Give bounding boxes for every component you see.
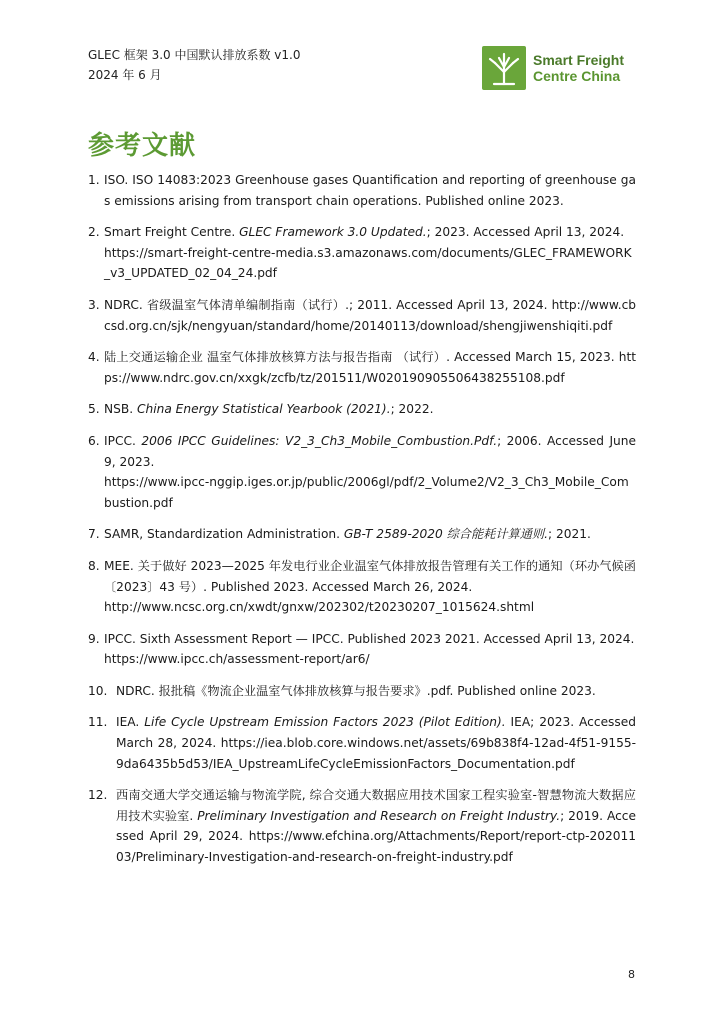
- reference-number: 5.: [88, 402, 100, 417]
- reference-list: [88, 170, 636, 879]
- reference-item: [88, 629, 636, 670]
- reference-number: 3.: [88, 297, 100, 312]
- reference-text: 西南交通大学交通运输与物流学院, 综合交通大数据应用技术国家工程实验室-智慧物流大数据应用技术实验室.: [116, 788, 636, 823]
- reference-text: SAMR, Standardization Administration.: [104, 527, 344, 542]
- reference-text: ; 2023. Accessed April 13, 2024.: [426, 225, 625, 240]
- reference-title: China Energy Statistical Yearbook (2021).: [136, 402, 391, 417]
- reference-text: MEE. 关于做好 2023—2025 年发电行业企业温室气体排放报告管理有关工作的通知（环办气候函〔2023〕43 号）. Published 2023. Accessed March 26, 2024.: [104, 558, 636, 594]
- reference-number: 11.: [88, 715, 108, 730]
- reference-number: 12.: [88, 788, 108, 803]
- reference-item: [88, 222, 636, 284]
- reference-item: [88, 681, 636, 702]
- document-title: GLEC 框架 3.0 中国默认排放系数 v1.0: [88, 48, 301, 62]
- reference-link[interactable]: http://www.ncsc.org.cn/xwdt/gnxw/202302/t20230207_1015624.shtml: [104, 600, 535, 615]
- reference-number: 6.: [88, 433, 100, 448]
- reference-item: [88, 295, 636, 336]
- reference-title: GB-T 2589-2020 综合能耗计算通则.: [343, 527, 548, 542]
- reference-text: ; 2021.: [548, 527, 591, 542]
- reference-item: [88, 399, 636, 420]
- reference-number: 10.: [88, 683, 108, 698]
- reference-text: ISO. ISO 14083:2023 Greenhouse gases Quantification and reporting of greenhouse gas emissions arising from transport chain operations. Published online 2023.: [104, 173, 636, 208]
- reference-text: ; 2006. Accessed June 9, 2023.: [104, 433, 637, 469]
- reference-title: Life Cycle Upstream Emission Factors 2023 (Pilot Edition).: [144, 715, 506, 730]
- reference-number: 4.: [88, 350, 100, 365]
- reference-text: IPCC. Sixth Assessment Report — IPCC. Published 2023 2021. Accessed April 13, 2024.: [104, 631, 635, 646]
- smart-freight-logo: [482, 46, 624, 90]
- logo-wordmark: [533, 52, 624, 84]
- reference-title: 2006 IPCC Guidelines: V2_3_Ch3_Mobile_Combustion.Pdf.: [141, 433, 498, 448]
- reference-title: Preliminary Investigation and Research on Freight Industry.: [197, 808, 561, 823]
- reference-item: [88, 524, 636, 545]
- reference-text: IEA; 2023. Accessed March 28, 2024. https://iea.blob.core.windows.net/assets/69b838f4-12ad-4f51-9155-9da6435b5d53/IEA_UpstreamLifeCycleEmissionFactors_Documentation.pdf: [116, 715, 636, 771]
- reference-text: Smart Freight Centre.: [104, 225, 240, 240]
- reference-text: ; 2019. Accessed April 29, 2024. https://www.efchina.org/Attachments/Report/report-ctp-20201103/Preliminary-Investigation-and-research-on-freight-industry.pdf: [116, 808, 636, 865]
- running-header: [88, 45, 300, 85]
- reference-link[interactable]: https://www.ipcc.ch/assessment-report/ar6/: [104, 652, 370, 667]
- reference-item: [88, 556, 636, 618]
- reference-number: 2.: [88, 225, 100, 240]
- reference-link[interactable]: https://www.ipcc-nggip.iges.or.jp/public/2006gl/pdf/2_Volume2/V2_3_Ch3_Mobile_Combustion.pdf: [104, 475, 629, 510]
- page-number: 8: [628, 968, 635, 981]
- document-date: 2024 年 6 月: [88, 68, 162, 82]
- reference-text: NDRC. 省级温室气体清单编制指南（试行）.; 2011. Accessed April 13, 2024. http://www.cbcsd.org.cn/sjk/nengyuan/standard/home/20140113/download/shengjiwenshiqiti.pdf: [104, 297, 636, 333]
- reference-item: [88, 431, 636, 513]
- logo-line-1: Smart Freight: [533, 52, 625, 68]
- reference-text: 陆上交通运输企业 温室气体排放核算方法与报告指南 （试行）. Accessed March 15, 2023. https://www.ndrc.gov.cn/xxgk/zcfb/tz/201511/W020190905506438255108.pdf: [104, 350, 636, 385]
- reference-text: NSB.: [104, 402, 137, 417]
- reference-text: IEA.: [116, 715, 145, 730]
- reference-item: [88, 347, 636, 388]
- reference-number: 1.: [88, 173, 100, 187]
- logo-line-2: Centre China: [533, 68, 621, 84]
- reference-link[interactable]: https://smart-freight-centre-media.s3.amazonaws.com/documents/GLEC_FRAMEWORK_v3_UPDATED_02_04_24.pdf: [104, 245, 632, 281]
- section-title: 参考文献: [88, 131, 197, 161]
- reference-item: [88, 712, 636, 774]
- reference-title: GLEC Framework 3.0 Updated.: [239, 225, 427, 240]
- reference-text: ; 2022.: [390, 402, 434, 417]
- reference-item: [88, 170, 636, 211]
- reference-item: [88, 785, 636, 867]
- tree-icon: [482, 46, 526, 90]
- reference-number: 8.: [88, 558, 100, 573]
- reference-text: IPCC.: [104, 433, 142, 448]
- reference-text: NDRC. 报批稿《物流企业温室气体排放核算与报告要求》.pdf. Published online 2023.: [116, 683, 596, 698]
- reference-number: 9.: [88, 631, 100, 646]
- reference-number: 7.: [88, 527, 100, 542]
